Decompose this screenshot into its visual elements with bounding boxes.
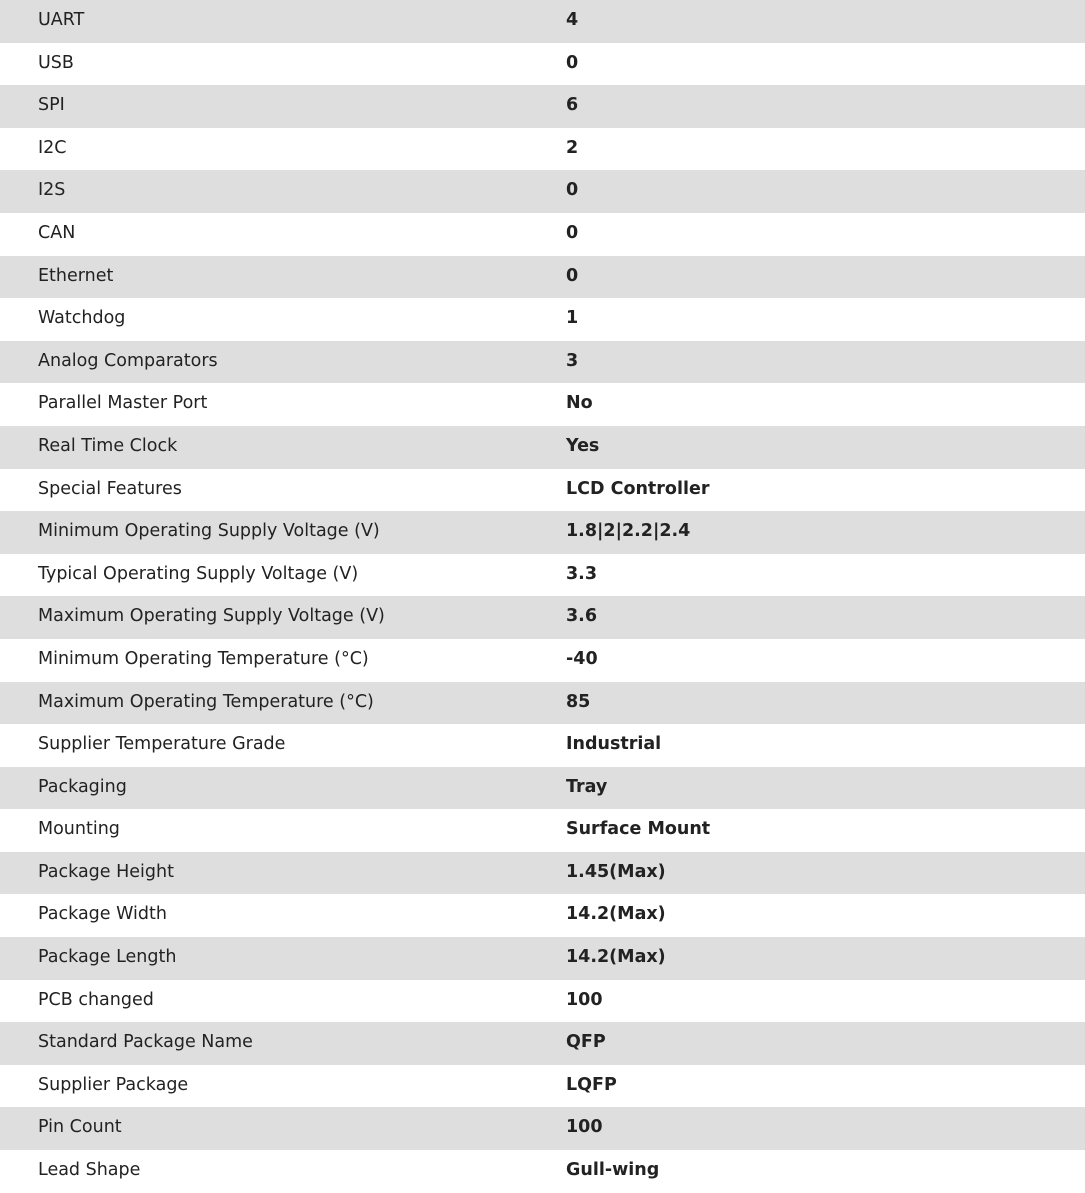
spec-value: 1	[566, 308, 579, 329]
spec-value: Yes	[566, 435, 600, 456]
spec-value: 3	[566, 350, 579, 371]
spec-row-package-length	[0, 937, 1085, 980]
spec-value: 14.2(Max)	[566, 947, 666, 968]
spec-row-min-temperature	[0, 639, 1085, 682]
spec-value: Gull-wing	[566, 1160, 660, 1181]
spec-value: 1.8|2|2.2|2.4	[566, 521, 691, 542]
spec-row-lead-shape	[0, 1150, 1085, 1193]
spec-row-min-supply-voltage	[0, 511, 1085, 554]
spec-label: Supplier Temperature Grade	[38, 734, 286, 755]
spec-value: 0	[566, 52, 579, 73]
spec-label: I2S	[38, 180, 66, 201]
spec-label: Package Height	[38, 861, 174, 882]
spec-value: QFP	[566, 1032, 606, 1053]
spec-value: 3.6	[566, 606, 598, 627]
spec-label: Pin Count	[38, 1117, 122, 1138]
spec-label: Analog Comparators	[38, 350, 218, 371]
spec-row-uart	[0, 0, 1085, 43]
spec-label: PCB changed	[38, 989, 154, 1010]
spec-label: Mounting	[38, 819, 120, 840]
spec-value: 3.3	[566, 563, 598, 584]
spec-row-ethernet	[0, 256, 1085, 299]
spec-row-i2s	[0, 170, 1085, 213]
spec-label: Supplier Package	[38, 1074, 189, 1095]
spec-row-i2c	[0, 128, 1085, 171]
spec-value: LQFP	[566, 1074, 617, 1095]
spec-row-pcb-changed	[0, 980, 1085, 1023]
spec-row-analog-comparators	[0, 341, 1085, 384]
spec-row-supplier-package	[0, 1065, 1085, 1108]
spec-value: Surface Mount	[566, 819, 711, 840]
spec-row-mounting	[0, 809, 1085, 852]
spec-label: Special Features	[38, 478, 182, 499]
spec-value: Industrial	[566, 734, 662, 755]
spec-value: -40	[566, 648, 598, 669]
spec-label: USB	[38, 52, 74, 73]
spec-label: I2C	[38, 137, 67, 158]
spec-row-package-height	[0, 852, 1085, 895]
spec-label: Minimum Operating Supply Voltage (V)	[38, 521, 380, 542]
spec-value: 6	[566, 95, 579, 116]
spec-label: Package Width	[38, 904, 167, 925]
spec-value: LCD Controller	[566, 478, 710, 499]
spec-row-packaging	[0, 767, 1085, 810]
spec-label: Parallel Master Port	[38, 393, 208, 414]
spec-label: Maximum Operating Temperature (°C)	[38, 691, 374, 712]
spec-row-standard-package-name	[0, 1022, 1085, 1065]
spec-row-real-time-clock	[0, 426, 1085, 469]
spec-value: 0	[566, 265, 579, 286]
spec-label: Maximum Operating Supply Voltage (V)	[38, 606, 385, 627]
spec-value: 2	[566, 137, 579, 158]
spec-row-max-supply-voltage	[0, 596, 1085, 639]
spec-row-max-temperature	[0, 682, 1085, 725]
spec-label: Standard Package Name	[38, 1032, 253, 1053]
spec-row-usb	[0, 43, 1085, 86]
spec-label: Package Length	[38, 947, 177, 968]
spec-row-spi	[0, 85, 1085, 128]
spec-row-pin-count	[0, 1107, 1085, 1150]
spec-label: CAN	[38, 222, 76, 243]
spec-value: 100	[566, 989, 603, 1010]
spec-row-typ-supply-voltage	[0, 554, 1085, 597]
spec-value: No	[566, 393, 593, 414]
spec-label: Real Time Clock	[38, 435, 178, 456]
spec-value: 1.45(Max)	[566, 861, 666, 882]
spec-label: SPI	[38, 95, 65, 116]
spec-row-parallel-master-port	[0, 383, 1085, 426]
spec-value: 85	[566, 691, 591, 712]
spec-label: Packaging	[38, 776, 127, 797]
spec-label: Ethernet	[38, 265, 114, 286]
spec-label: Lead Shape	[38, 1160, 141, 1181]
spec-value: 14.2(Max)	[566, 904, 666, 925]
spec-value: 0	[566, 180, 579, 201]
spec-row-special-features	[0, 469, 1085, 512]
spec-label: UART	[38, 10, 85, 30]
spec-label: Minimum Operating Temperature (°C)	[38, 648, 369, 669]
spec-row-can	[0, 213, 1085, 256]
spec-value: 0	[566, 222, 579, 243]
spec-row-watchdog	[0, 298, 1085, 341]
spec-label: Typical Operating Supply Voltage (V)	[38, 563, 359, 584]
spec-label: Watchdog	[38, 308, 126, 329]
spec-row-temperature-grade	[0, 724, 1085, 767]
spec-row-package-width	[0, 894, 1085, 937]
spec-value: 4	[566, 10, 579, 30]
spec-value: 100	[566, 1117, 603, 1138]
spec-value: Tray	[566, 776, 608, 797]
